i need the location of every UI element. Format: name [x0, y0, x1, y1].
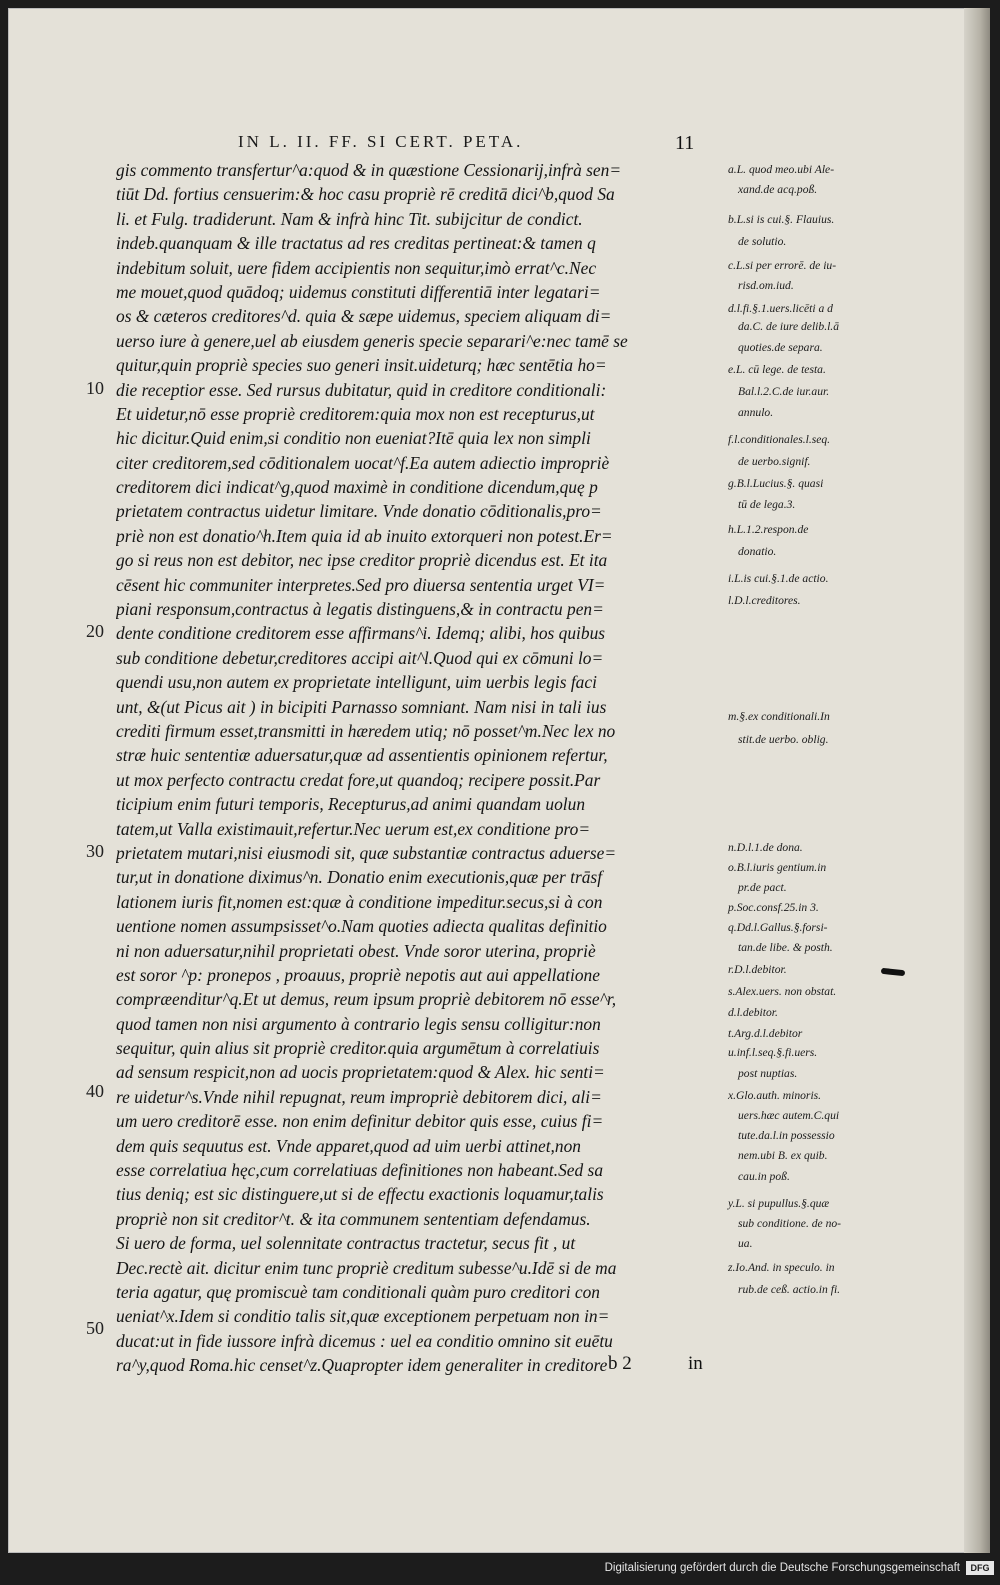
text-line: uerso iure à genere,uel ab eiusdem generis specie separari^e:nec tamē se: [116, 330, 628, 351]
text-line: stræ huic sententiæ aduersatur,quæ ad assentientis opinionem refertur,: [116, 745, 608, 766]
margin-note: tute.da.l.in possessio: [738, 1129, 835, 1142]
line-number-10: 10: [86, 378, 104, 398]
margin-note: tū de lega.3.: [738, 498, 796, 511]
margin-note: h.L.1.2.respon.de: [728, 523, 809, 536]
text-line: tius deniq; est sic distinguere,ut si de effectu exactionis loquamur,talis: [116, 1184, 604, 1205]
text-line: dente conditione creditorem esse affirmans^i. Idemq; alibi, hos quibus: [116, 623, 606, 644]
text-line: prietatem contractus uidetur limitare. Vnde donatio cōditionalis,pro=: [116, 501, 602, 522]
margin-note: x.Glo.auth. minoris.: [728, 1089, 822, 1102]
margin-note: a.L. quod meo.ubi Ale-: [728, 163, 835, 176]
margin-note: uers.hæc autem.C.qui: [738, 1109, 840, 1122]
line-number-50: 50: [86, 1318, 104, 1338]
margin-note: cau.in poß.: [738, 1170, 790, 1183]
margin-note: b.L.si is cui.§. Flauius.: [728, 213, 835, 226]
text-line: tatem,ut Valla existimauit,refertur.Nec uerum est,ex conditione pro=: [116, 818, 591, 839]
text-line: priè non est donatio^h.Item quia id ab inuito extorqueri non potest.Er=: [116, 525, 613, 546]
margin-note: nem.ubi B. ex quib.: [738, 1149, 828, 1162]
margin-note: pr.de pact.: [738, 881, 787, 894]
text-line: piani responsum,contractus à legatis distinguens,& in contractu pen=: [116, 599, 604, 620]
text-line: esse correlatiua hęc,cum correlatiuas definitiones non habeant.Sed sa: [116, 1160, 604, 1181]
margin-note: de solutio.: [738, 235, 787, 248]
line-number-20: 20: [86, 621, 104, 641]
margin-note: risd.om.iud.: [738, 279, 794, 292]
text-line: indebitum soluit, uere fidem accipientis non sequitur,imò errat^c.Nec: [116, 257, 597, 278]
text-line: re uidetur^s.Vnde nihil repugnat, reum impropriè debitorem dici, ali=: [116, 1086, 602, 1107]
margin-note: d.l.fi.§.1.uers.licēti a d: [728, 302, 833, 315]
folio-number: 11: [675, 132, 695, 154]
margin-note: quoties.de separa.: [738, 341, 823, 354]
text-line: ra^y,quod Roma.hic censet^z.Quapropter idem generaliter in creditore: [116, 1355, 608, 1376]
text-line: Dec.rectè ait. dicitur enim tunc propriè creditum subesse^u.Idē si de ma: [116, 1257, 617, 1278]
margin-note: e.L. cū lege. de testa.: [728, 363, 826, 376]
text-line: quendi usu,non autem ex proprietate intelligunt, uim uerbis legis faci: [116, 672, 597, 693]
text-line: teria agatur, quę promiscuè tam conditionali quàm puro creditori con: [116, 1281, 600, 1302]
main-text-column: [116, 158, 728, 1378]
margin-note: i.L.is cui.§.1.de actio.: [728, 572, 829, 585]
catchword: in: [688, 1353, 703, 1374]
text-line: sub conditione debetur,creditores accipi ait^l.Quod qui ex cōmuni lo=: [116, 647, 604, 668]
line-number-40: 40: [86, 1081, 104, 1101]
footer-bar: [0, 1553, 1000, 1585]
margin-note: p.Soc.consf.25.in 3.: [728, 901, 819, 914]
text-line: gis commento transfertur^a:quod & in quæstione Cessionarij,infrà sen=: [116, 160, 622, 180]
text-line: tiūt Dd. fortius censuerim:& hoc casu propriè rē creditā dici^b,quod Sa: [116, 184, 615, 205]
margin-note: de uerbo.signif.: [738, 455, 811, 468]
text-line: est soror ^p: pronepos , proauus, propriè nepotis aut aui appellatione: [116, 964, 600, 985]
digitization-credit: Digitalisierung gefördert durch die Deutsche Forschungsgemeinschaft: [604, 1562, 960, 1574]
text-line: dem quis sequutus est. Vnde apparet,quod ad uim uerbi attinet,non: [116, 1135, 581, 1156]
text-line: ni non aduersatur,nihil proprietati obest. Vnde soror uterina, propriè: [116, 940, 596, 961]
text-line: citer creditorem,sed cōditionalem uocat^f.Ea autem adiectio impropriè: [116, 452, 610, 473]
margin-note: xand.de acq.poß.: [738, 183, 818, 196]
text-line: Si uero de forma, uel solennitate contractus tractetur, secus fit , ut: [116, 1233, 576, 1254]
text-line: ueniat^x.Idem si conditio talis sit,quæ exceptionem perpetuam non in=: [116, 1306, 610, 1327]
margin-note: l.D.l.creditores.: [728, 594, 801, 607]
text-line: ducat:ut in fide iussore infrà dicemus : uel ea conditio omnino sit euētu: [116, 1330, 613, 1351]
margin-note: y.L. si pupullus.§.quæ: [728, 1197, 830, 1210]
margin-note: o.B.l.iuris gentium.in: [728, 861, 827, 874]
book-page: [8, 8, 990, 1553]
text-line: indeb.quanquam & ille tractatus ad res creditas pertineat:& tamen q: [116, 233, 596, 254]
line-number-30: 30: [86, 841, 104, 861]
margin-note: Bal.l.2.C.de iur.aur.: [738, 385, 830, 398]
margin-note: r.D.l.debitor.: [728, 963, 787, 976]
text-line: die receptior esse. Sed rursus dubitatur, quid in creditore conditionali:: [116, 379, 607, 400]
text-line: ad sensum respicit,non ad uocis proprietatem:quod & Alex. hic senti=: [116, 1062, 605, 1083]
text-line: quod tamen non nisi argumento à contrario legis sensu colligitur:non: [116, 1013, 601, 1034]
margin-note: annulo.: [738, 406, 774, 419]
text-line: lationem iuris fit,nomen est:quæ à conditione impeditur.secus,si à con: [116, 891, 603, 912]
text-line: go si reus non est debitor, nec ipse creditor propriè dicendus est. Et ita: [116, 550, 608, 571]
ink-mark: [881, 968, 905, 976]
text-line: compræenditur^q.Et ut demus, reum ipsum propriè debitorem nō esse^r,: [116, 989, 617, 1010]
text-line: uentione nomen assumpsisset^o.Nam quoties adiecta qualitas definitio: [116, 916, 607, 937]
margin-note: m.§.ex conditionali.In: [728, 710, 830, 723]
text-line: creditorem dici indicat^g,quod maximè in conditione dicendum,quę p: [116, 477, 598, 498]
running-title: IN L. II. FF. SI CERT. PETA.: [238, 132, 524, 151]
text-line: li. et Fulg. tradiderunt. Nam & infrà hinc Tit. subijcitur de condict.: [116, 208, 583, 229]
text-line: tur,ut in donatione diximus^n. Donatio enim executionis,quæ per trāsf: [116, 867, 603, 888]
margin-note: f.l.conditionales.l.seq.: [728, 433, 831, 446]
margin-note: tan.de libe. & posth.: [738, 941, 833, 954]
text-line: ticipium enim futuri temporis, Recepturus,ad animi quandam uolun: [116, 794, 586, 815]
text-line: Et uidetur,nō esse propriè creditorem:quia mox non est recepturus,ut: [116, 403, 595, 424]
margin-note: c.L.si per errorē. de iu-: [728, 259, 837, 272]
dfg-logo-icon: DFG: [966, 1561, 994, 1575]
margin-note: q.Dd.l.Gallus.§.forsi-: [728, 921, 828, 934]
margin-note: g.B.l.Lucius.§. quasi: [728, 477, 824, 490]
text-line: os & cæteros creditores^d. quia & sæpe uidemus, speciem aliquam di=: [116, 306, 612, 327]
margin-note: da.C. de iure delib.l.ā: [738, 320, 840, 333]
margin-note: d.l.debitor.: [728, 1006, 778, 1019]
margin-note: t.Arg.d.l.debitor: [728, 1027, 803, 1040]
text-line: prietatem mutari,nisi eiusmodi sit, quæ substantiæ contractus aduerse=: [116, 842, 617, 863]
margin-note: rub.de ceß. actio.in fi.: [738, 1283, 841, 1296]
margin-note: u.inf.l.seq.§.fi.uers.: [728, 1046, 818, 1059]
margin-note: donatio.: [738, 545, 777, 558]
margin-note: n.D.l.1.de dona.: [728, 841, 803, 854]
text-line: quitur,quin propriè species suo generi insit.uideturq; hæc sentētia ho=: [116, 355, 607, 376]
text-line: sequitur, quin alius sit propriè creditor.quia argumētum à correlatiuis: [116, 1038, 600, 1059]
page-spine-shadow: [964, 8, 990, 1553]
margin-note: ua.: [738, 1237, 753, 1250]
text-line: propriè non sit creditor^t. & ita communem sententiam defendamus.: [116, 1208, 591, 1229]
margin-note: sub conditione. de no-: [738, 1217, 842, 1230]
text-line: crediti firmum esset,transmitti in hæredem utiq; nō posset^m.Nec lex no: [116, 720, 616, 741]
text-line: me mouet,quod quādoq; uidemus constituti differentiā inter legatari=: [116, 281, 601, 302]
text-line: hic dicitur.Quid enim,si conditio non eueniat?Itē quia lex non simpli: [116, 428, 591, 449]
margin-note: stit.de uerbo. oblig.: [738, 733, 829, 746]
margin-note: z.Io.And. in speculo. in: [728, 1261, 835, 1274]
signature-mark: b 2: [608, 1353, 632, 1374]
text-line: unt, &(ut Picus ait ) in bicipiti Parnasso somniant. Nam nisi in tali ius: [116, 696, 607, 717]
text-line: um uero creditorē esse. non enim definitur debitor quis esse, cuius fi=: [116, 1111, 604, 1132]
margin-note: post nuptias.: [738, 1067, 798, 1080]
margin-note: s.Alex.uers. non obstat.: [728, 985, 837, 998]
text-line: ut mox perfecto contractu credat fore,ut quandoq; recipere possit.Par: [116, 769, 601, 790]
text-line: cēsent hic communiter interpretes.Sed pro diuersa sententia urget VI=: [116, 574, 606, 595]
